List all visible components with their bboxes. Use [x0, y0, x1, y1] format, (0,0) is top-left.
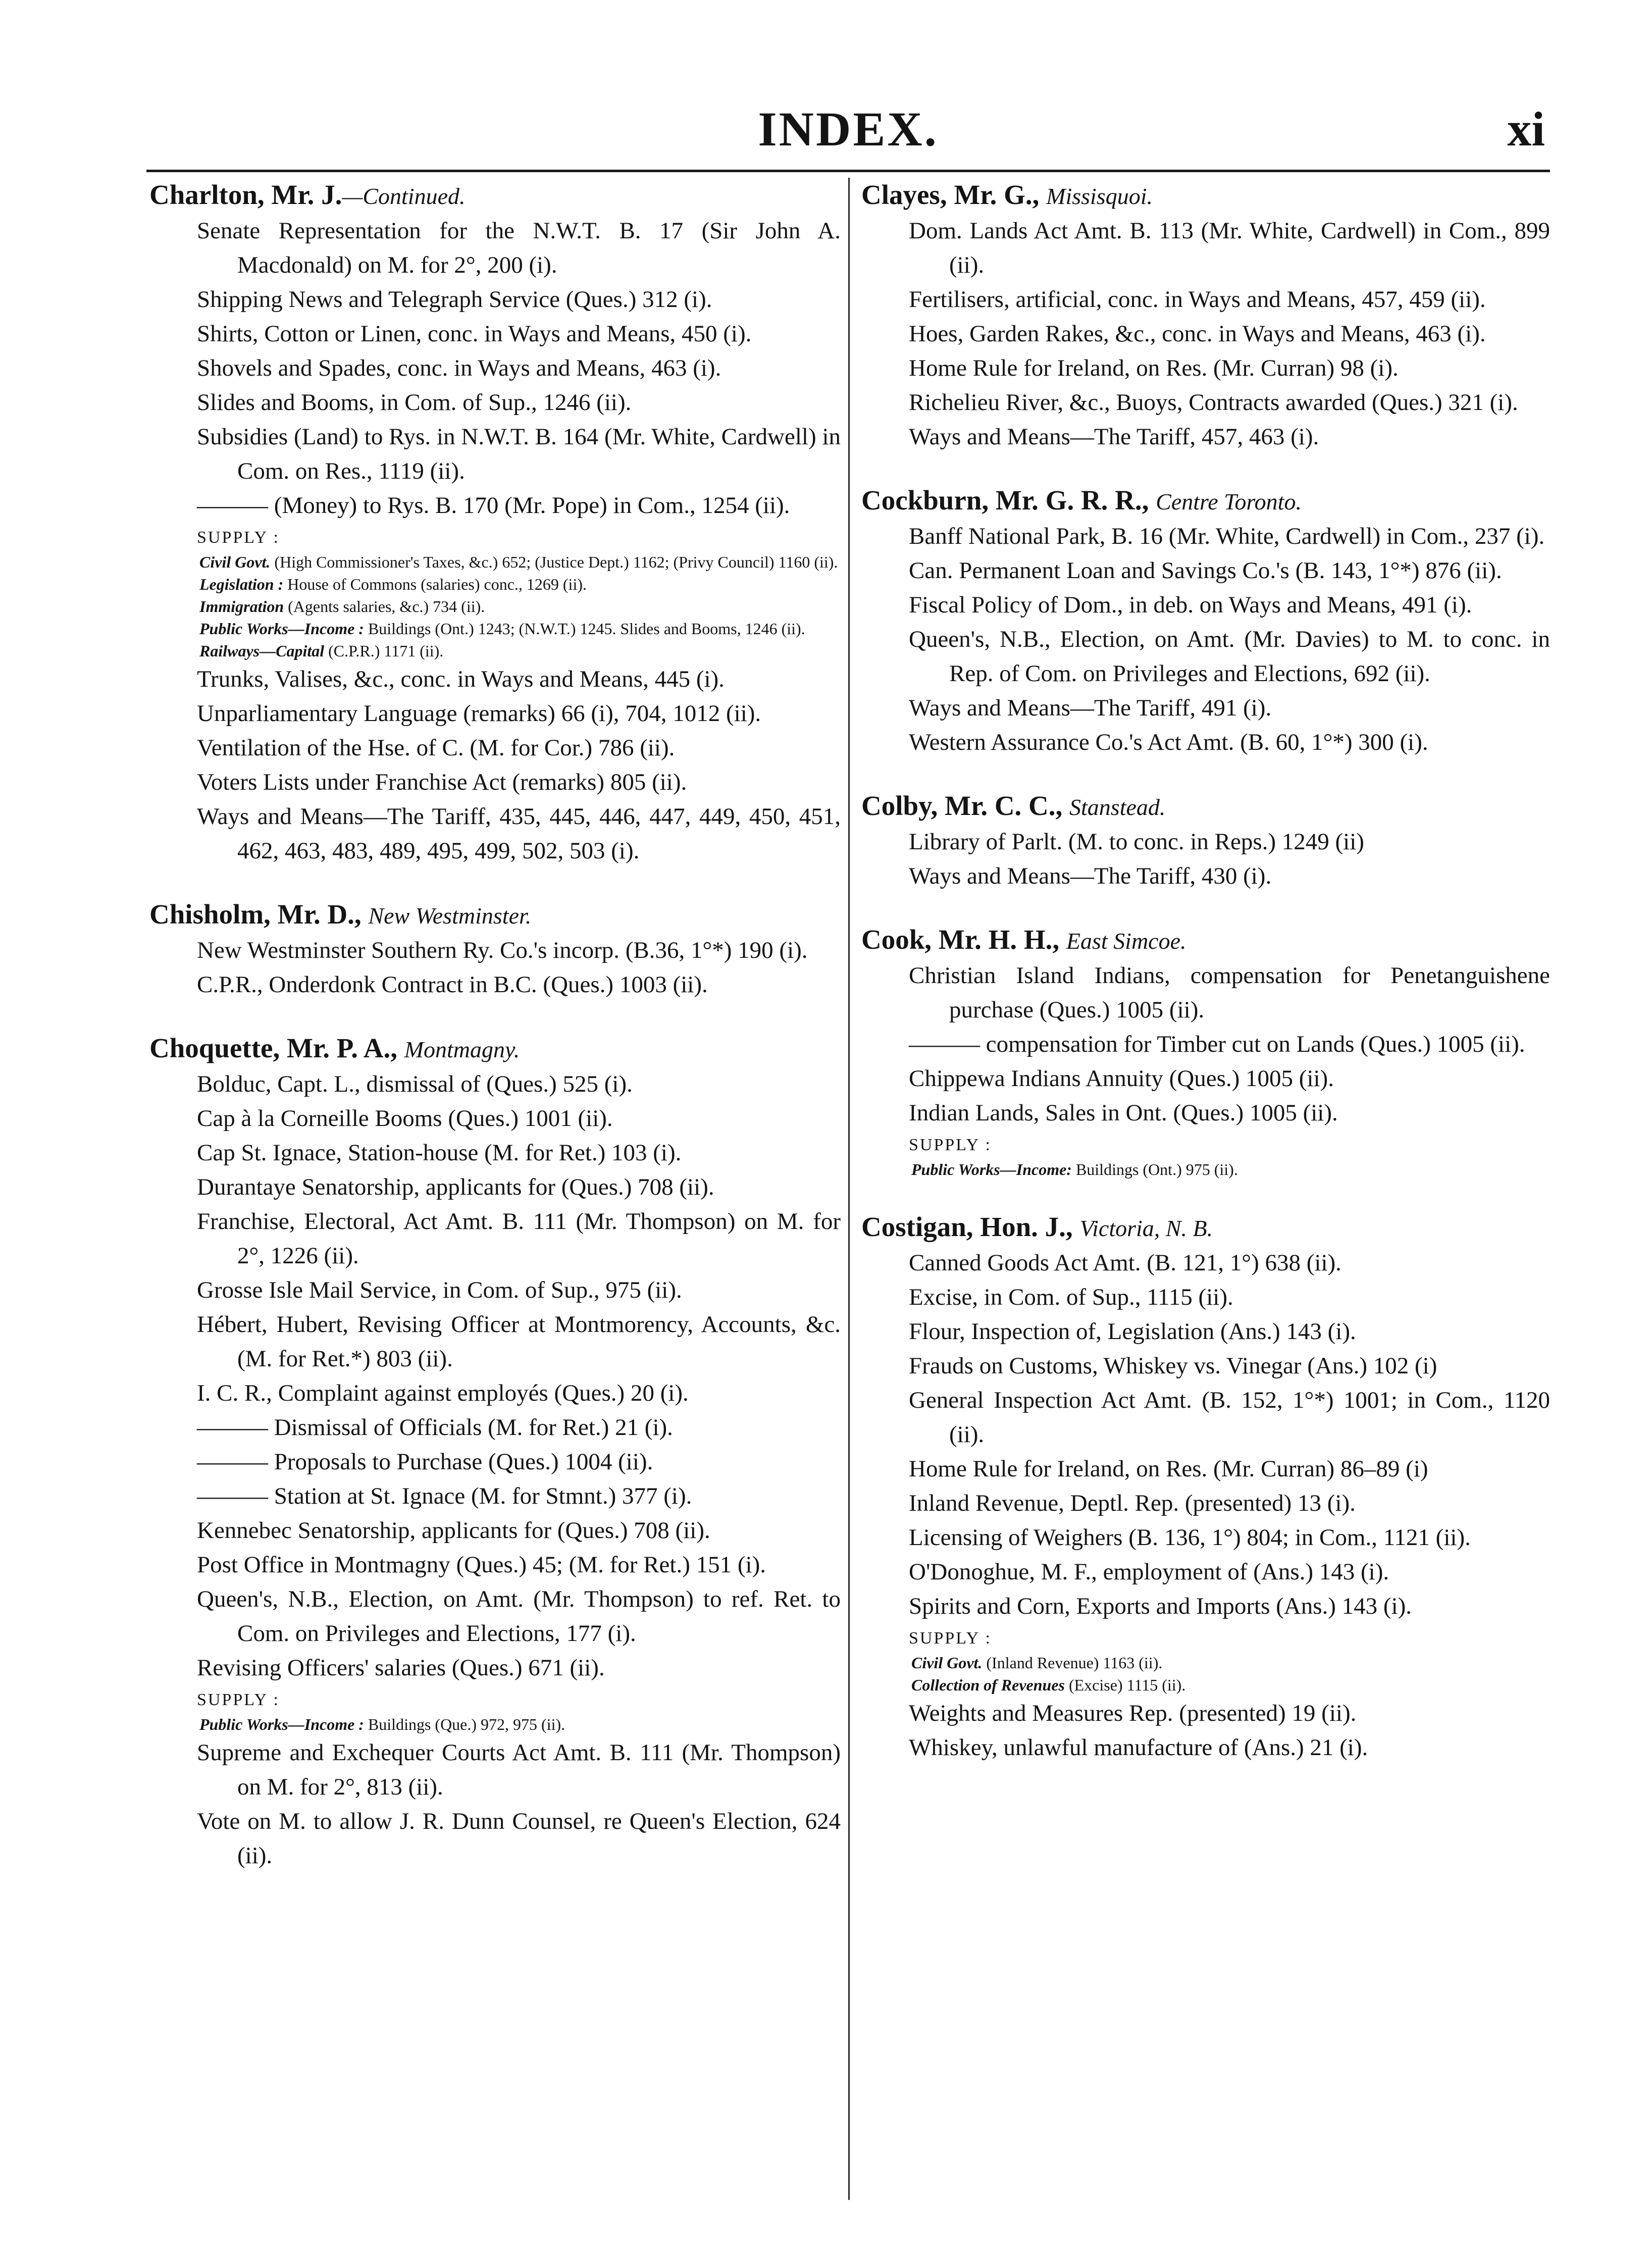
- supply-line: [146, 551, 841, 573]
- entry-riding: New Westminster.: [368, 903, 532, 929]
- subentry-line: Ways and Means—The Tariff, 457, 463 (i).: [909, 424, 1319, 450]
- supply-category: Railways—Capital: [199, 642, 325, 660]
- subentry-line: Cap à la Corneille Booms (Ques.) 1001 (ii).: [197, 1105, 613, 1132]
- subentry-line: Banff National Park, B. 16 (Mr. White, Cardwell) in Com., 237 (i).: [909, 523, 1545, 549]
- subentry-line: Can. Permanent Loan and Savings Co.'s (B. 143, 1°*) 876 (ii).: [909, 557, 1502, 584]
- left-column: [146, 178, 841, 1902]
- subentry-line: I. C. R., Complaint against employés (Ques.) 20 (i).: [197, 1380, 689, 1406]
- supply-text: Buildings (Ont.) 1243; (N.W.T.) 1245. Slides and Booms, 1246 (ii).: [364, 620, 805, 638]
- supply-category: Civil Govt.: [911, 1654, 983, 1672]
- subentry-line: ——— compensation for Timber cut on Lands (Ques.) 1005 (ii).: [909, 1031, 1525, 1057]
- entry-riding: Stanstead.: [1069, 794, 1166, 820]
- subentry-line: Durantaye Senatorship, applicants for (Ques.) 708 (ii).: [197, 1174, 714, 1200]
- subentry-line: Revising Officers' salaries (Ques.) 671 (ii).: [197, 1655, 605, 1681]
- subentry-line: New Westminster Southern Ry. Co.'s incorp. (B.36, 1°*) 190 (i).: [197, 937, 808, 963]
- subentry-line: Whiskey, unlawful manufacture of (Ans.) 21 (i).: [909, 1734, 1368, 1761]
- entry-heading: [146, 178, 841, 214]
- subentry-line: Weights and Measures Rep. (presented) 19 (ii).: [909, 1700, 1357, 1726]
- subentry-line: Western Assurance Co.'s Act Amt. (B. 60, 1°*) 300 (i).: [909, 729, 1428, 755]
- supply-line: [146, 640, 841, 662]
- subentry-line: Frauds on Customs, Whiskey vs. Vinegar (Ans.) 102 (i): [909, 1353, 1437, 1379]
- supply-category: Immigration: [199, 597, 284, 616]
- subentry-line: Fertilisers, artificial, conc. in Ways and Means, 457, 459 (ii).: [909, 286, 1486, 313]
- entry-name: Colby, Mr. C. C.,: [861, 790, 1063, 821]
- subentry-line: Richelieu River, &c., Buoys, Contracts awarded (Ques.) 321 (i).: [909, 389, 1518, 416]
- supply-line: [146, 618, 841, 640]
- subentry-line: Ways and Means—The Tariff, 491 (i).: [909, 695, 1272, 721]
- supply-label: SUPPLY :: [909, 1136, 992, 1154]
- column-divider: [848, 178, 850, 2200]
- supply-text: (Excise) 1115 (ii).: [1064, 1676, 1186, 1694]
- supply-text: (Inland Revenue) 1163 (ii).: [982, 1654, 1163, 1672]
- entry-name: Cockburn, Mr. G. R. R.,: [861, 485, 1149, 516]
- subentry-line: Home Rule for Ireland, on Res. (Mr. Curran) 86–89 (i): [909, 1456, 1428, 1482]
- subentry-line: Library of Parlt. (M. to conc. in Reps.) 1249 (ii): [909, 829, 1364, 855]
- entry-riding: Missisquoi.: [1046, 183, 1153, 209]
- supply-text: (C.P.R.) 1171 (ii).: [324, 642, 444, 660]
- page-header: [146, 101, 1550, 177]
- subentry-line: Home Rule for Ireland, on Res. (Mr. Curran) 98 (i).: [909, 355, 1399, 381]
- entry-riding: Victoria, N. B.: [1079, 1215, 1213, 1241]
- entry-name: Cook, Mr. H. H.,: [861, 924, 1060, 955]
- subentry-line: Senate Representation for the N.W.T. B. 17 (Sir John A. Macdonald) on M. for 2°, 200 (i).: [197, 218, 841, 278]
- entry-riding: Montmagny.: [404, 1037, 520, 1062]
- supply-label: SUPPLY :: [197, 528, 280, 547]
- entry-riding: East Simcoe.: [1066, 928, 1186, 954]
- entry-name: Chisholm, Mr. D.,: [149, 899, 362, 930]
- supply-category: Civil Govt.: [199, 553, 271, 571]
- supply-text: (Agents salaries, &c.) 734 (ii).: [284, 597, 485, 616]
- index-entry: [146, 1031, 841, 1873]
- entry-riding: Centre Toronto.: [1156, 489, 1302, 515]
- subentry-line: Cap St. Ignace, Station-house (M. for Ret.) 103 (i).: [197, 1140, 682, 1166]
- subentry-line: Trunks, Valises, &c., conc. in Ways and Means, 445 (i).: [197, 666, 725, 692]
- subentry-line: Vote on M. to allow J. R. Dunn Counsel, re Queen's Election, 624 (ii).: [197, 1808, 841, 1869]
- supply-category: Collection of Revenues: [911, 1676, 1065, 1694]
- subentry-line: Slides and Booms, in Com. of Sup., 1246 (ii).: [197, 389, 632, 416]
- header-rule: [146, 170, 1550, 172]
- supply-label: SUPPLY :: [197, 1690, 280, 1709]
- index-entry: [146, 897, 841, 1002]
- subentry-line: Indian Lands, Sales in Ont. (Ques.) 1005 (ii).: [909, 1100, 1338, 1126]
- subentry-line: Franchise, Electoral, Act Amt. B. 111 (Mr. Thompson) on M. for 2°, 1226 (ii).: [197, 1208, 841, 1269]
- supply-line: [858, 1158, 1550, 1181]
- subentry-line: Hoes, Garden Rakes, &c., conc. in Ways and Means, 463 (i).: [909, 321, 1486, 347]
- subentry-line: Voters Lists under Franchise Act (remarks) 805 (ii).: [197, 769, 687, 795]
- subentry-line: Supreme and Exchequer Courts Act Amt. B. 111 (Mr. Thompson) on M. for 2°, 813 (ii).: [197, 1739, 841, 1800]
- subentry-line: Dom. Lands Act Amt. B. 113 (Mr. White, Cardwell) in Com., 899 (ii).: [909, 218, 1550, 278]
- subentry-line: General Inspection Act Amt. (B. 152, 1°*) 1001; in Com., 1120 (ii).: [909, 1387, 1550, 1448]
- entry-heading: [858, 1210, 1550, 1246]
- subentry-line: Ventilation of the Hse. of C. (M. for Cor.) 786 (ii).: [197, 735, 675, 761]
- subentry-line: ——— Station at St. Ignace (M. for Stmnt.) 377 (i).: [197, 1483, 692, 1509]
- supply-line: [858, 1674, 1550, 1696]
- subentry-line: Christian Island Indians, compensation for Penetanguishene purchase (Ques.) 1005 (ii).: [909, 962, 1550, 1023]
- index-entry: [858, 789, 1550, 893]
- subentry-line: Queen's, N.B., Election, on Amt. (Mr. Davies) to M. to conc. in Rep. of Com. on Privileges and Elections, 692 (ii).: [909, 626, 1550, 687]
- supply-text: Buildings (Que.) 972, 975 (ii).: [364, 1715, 565, 1733]
- entry-name: Charlton, Mr. J.: [149, 179, 342, 210]
- subentry-line: ——— Proposals to Purchase (Ques.) 1004 (ii).: [197, 1449, 653, 1475]
- entry-name: Choquette, Mr. P. A.,: [149, 1033, 397, 1063]
- subentry-line: Bolduc, Capt. L., dismissal of (Ques.) 525 (i).: [197, 1071, 633, 1097]
- right-column: [858, 178, 1550, 1794]
- subentry-line: Chippewa Indians Annuity (Ques.) 1005 (ii).: [909, 1065, 1334, 1092]
- subentry-line: Shirts, Cotton or Linen, conc. in Ways and Means, 450 (i).: [197, 321, 752, 347]
- page-title: INDEX.: [758, 102, 939, 156]
- subentry-line: Hébert, Hubert, Revising Officer at Montmorency, Accounts, &c. (M. for Ret.*) 803 (ii).: [197, 1311, 841, 1372]
- subentry-line: O'Donoghue, M. F., employment of (Ans.) 143 (i).: [909, 1559, 1389, 1585]
- subentry-line: Spirits and Corn, Exports and Imports (Ans.) 143 (i).: [909, 1593, 1412, 1619]
- subentry-line: Ways and Means—The Tariff, 430 (i).: [909, 863, 1272, 889]
- subentry-line: C.P.R., Onderdonk Contract in B.C. (Ques.) 1003 (ii).: [197, 971, 708, 998]
- supply-line: [146, 573, 841, 595]
- entry-heading: [146, 1031, 841, 1067]
- supply-category: Public Works—Income :: [199, 620, 364, 638]
- index-entry: [858, 1210, 1550, 1765]
- subentry-line: Fiscal Policy of Dom., in deb. on Ways and Means, 491 (i).: [909, 592, 1472, 618]
- subentry-line: Ways and Means—The Tariff, 435, 445, 446, 447, 449, 450, 451, 462, 463, 483, 489, 495, 499, 502, 503 (i).: [197, 803, 841, 864]
- index-entry: [858, 178, 1550, 454]
- entry-heading: [146, 897, 841, 933]
- entry-heading: [858, 922, 1550, 958]
- supply-line: [146, 1713, 841, 1735]
- entry-heading: [858, 789, 1550, 825]
- subentry-line: Flour, Inspection of, Legislation (Ans.) 143 (i).: [909, 1318, 1356, 1345]
- index-entry: [858, 483, 1550, 759]
- supply-label: SUPPLY :: [909, 1629, 992, 1648]
- supply-line: [858, 1652, 1550, 1674]
- subentry-line: Subsidies (Land) to Rys. in N.W.T. B. 164 (Mr. White, Cardwell) in Com. on Res., 1119 (ii).: [197, 424, 841, 484]
- entry-continued: —Continued.: [342, 183, 466, 209]
- subentry-line: Post Office in Montmagny (Ques.) 45; (M. for Ret.) 151 (i).: [197, 1552, 766, 1578]
- subentry-line: Shipping News and Telegraph Service (Ques.) 312 (i).: [197, 286, 712, 313]
- entry-name: Costigan, Hon. J.,: [861, 1211, 1073, 1242]
- supply-text: (High Commissioner's Taxes, &c.) 652; (Justice Dept.) 1162; (Privy Council) 1160 (ii).: [270, 553, 838, 571]
- subentry-line: Grosse Isle Mail Service, in Com. of Sup., 975 (ii).: [197, 1277, 682, 1303]
- subentry-line: Shovels and Spades, conc. in Ways and Means, 463 (i).: [197, 355, 721, 381]
- supply-category: Public Works—Income :: [199, 1715, 364, 1733]
- index-entry: [858, 922, 1550, 1181]
- supply-category: Public Works—Income:: [911, 1160, 1072, 1178]
- subentry-line: ——— (Money) to Rys. B. 170 (Mr. Pope) in Com., 1254 (ii).: [197, 492, 790, 519]
- entry-name: Clayes, Mr. G.,: [861, 179, 1040, 210]
- supply-line: [146, 595, 841, 618]
- supply-text: Buildings (Ont.) 975 (ii).: [1071, 1160, 1238, 1178]
- subentry-line: Excise, in Com. of Sup., 1115 (ii).: [909, 1284, 1233, 1310]
- subentry-line: Canned Goods Act Amt. (B. 121, 1°) 638 (ii).: [909, 1250, 1341, 1276]
- supply-category: Legislation :: [199, 575, 284, 593]
- entry-heading: [858, 178, 1550, 214]
- entry-heading: [858, 483, 1550, 519]
- page-number: xi: [1507, 102, 1545, 156]
- supply-text: House of Commons (salaries) conc., 1269 (ii).: [283, 575, 587, 593]
- subentry-line: Kennebec Senatorship, applicants for (Ques.) 708 (ii).: [197, 1517, 710, 1544]
- subentry-line: ——— Dismissal of Officials (M. for Ret.) 21 (i).: [197, 1414, 673, 1441]
- subentry-line: Unparliamentary Language (remarks) 66 (i), 704, 1012 (ii).: [197, 700, 761, 727]
- index-entry: [146, 178, 841, 868]
- subentry-line: Queen's, N.B., Election, on Amt. (Mr. Thompson) to ref. Ret. to Com. on Privileges and Elections, 177 (i).: [197, 1586, 841, 1647]
- subentry-line: Inland Revenue, Deptl. Rep. (presented) 13 (i).: [909, 1490, 1356, 1516]
- subentry-line: Licensing of Weighers (B. 136, 1°) 804; in Com., 1121 (ii).: [909, 1524, 1471, 1551]
